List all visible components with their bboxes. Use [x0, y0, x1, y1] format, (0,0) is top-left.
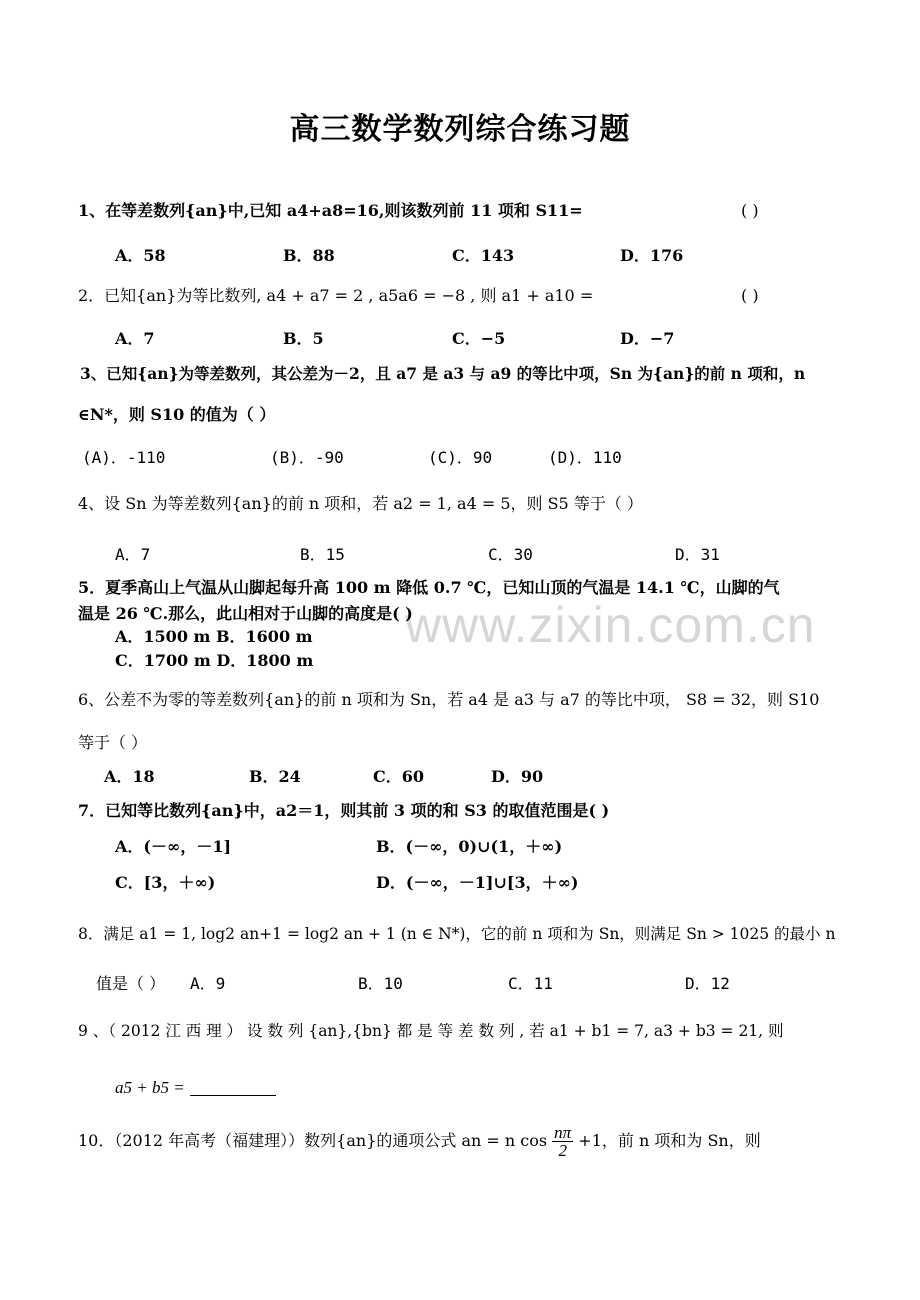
question-6-option-a[interactable]: A．18	[104, 767, 155, 786]
question-1-option-b[interactable]: B．88	[283, 246, 335, 265]
question-4-option-d[interactable]: D．31	[675, 545, 720, 564]
question-3-stem-line-1: 3、已知{an}为等差数列，其公差为－2，且 a7 是 a3 与 a9 的等比中项，Sn 为{an}的前 n 项和，n	[80, 364, 806, 383]
question-4-option-a[interactable]: A．7	[115, 545, 151, 564]
question-8-option-d[interactable]: D．12	[685, 974, 730, 993]
question-8-stem-line-2: 值是（ ）	[96, 974, 166, 993]
question-10-fraction	[552, 1124, 573, 1159]
question-7-option-b[interactable]: B．(－∞，0)∪(1，＋∞)	[376, 837, 563, 856]
question-2-option-c[interactable]: C．−5	[452, 329, 506, 348]
question-8-option-c[interactable]: C．11	[508, 974, 553, 993]
question-7-stem: 7．已知等比数列{an}中，a2＝1，则其前 3 项的和 S3 的取值范围是( )	[78, 801, 610, 820]
question-5-options-row-2[interactable]: C．1700 m D．1800 m	[115, 651, 314, 670]
question-10-stem	[78, 1124, 761, 1159]
question-10-fraction-denominator: 2	[558, 1141, 567, 1160]
question-9-expression: a5 + b5 =	[115, 1078, 185, 1097]
question-6-stem-line-2: 等于（ ）	[78, 733, 148, 752]
page-title: 高三数学数列综合练习题	[289, 112, 631, 147]
question-4-option-b[interactable]: B．15	[300, 545, 345, 564]
question-3-stem-line-2: ∈N*，则 S10 的值为（ ）	[78, 405, 276, 424]
question-8-stem-line-1: 8．满足 a1 = 1, log2 an+1 = log2 an + 1 (n ∈ N*)，它的前 n 项和为 Sn，则满足 Sn > 1025 的最小 n	[78, 925, 836, 943]
question-7-option-a[interactable]: A．(－∞，－1]	[115, 837, 232, 856]
question-2-stem: 2．已知{an}为等比数列, a4 + a7 = 2 , a5a6 = −8 , 则 a1 + a10 =	[78, 286, 594, 305]
question-2-answer-bracket[interactable]: ( )	[741, 286, 759, 305]
question-10-fraction-numerator: nπ	[554, 1123, 572, 1142]
question-2-option-a[interactable]: A．7	[115, 329, 155, 348]
question-8-option-a[interactable]: A．9	[190, 974, 226, 993]
question-6-option-b[interactable]: B．24	[249, 767, 301, 786]
question-1-stem: 1、在等差数列{an}中,已知 a4+a8=16,则该数列前 11 项和 S11=	[78, 201, 583, 220]
watermark: www.zixin.com.cn	[405, 597, 816, 653]
question-2-option-d[interactable]: D．−7	[620, 329, 675, 348]
question-9-answer-blank[interactable]	[190, 1079, 276, 1096]
question-7-option-d[interactable]: D．(－∞，－1]∪[3，＋∞)	[376, 873, 579, 892]
question-1-answer-bracket[interactable]: ( )	[741, 201, 759, 220]
question-3-option-b[interactable]: (B)．-90	[270, 448, 344, 467]
question-1-option-d[interactable]: D．176	[620, 246, 684, 265]
question-4-stem: 4、设 Sn 为等差数列{an}的前 n 项和，若 a2 = 1, a4 = 5，则 S5 等于（ ）	[78, 494, 643, 513]
question-3-option-c[interactable]: (C)．90	[428, 448, 493, 467]
question-1-option-a[interactable]: A．58	[115, 246, 166, 265]
question-10-suffix: +1，前 n 项和为 Sn，则	[578, 1131, 761, 1150]
question-5-options-row-1[interactable]: A．1500 m B．1600 m	[115, 627, 313, 646]
question-9-stem-line-1: 9 、（ 2012 江 西 理 ） 设 数 列 {an},{bn} 都 是 等 差 数 列 , 若 a1 + b1 = 7, a3 + b3 = 21, 则	[78, 1022, 784, 1040]
question-5-stem-line-1: 5．夏季高山上气温从山脚起每升高 100 m 降低 0.7 ℃，已知山顶的气温是 14.1 ℃，山脚的气	[78, 578, 780, 597]
question-10-prefix: 10．（2012 年高考（福建理））数列{an}的通项公式 an = n cos	[78, 1131, 548, 1150]
question-5-stem-line-2: 温是 26 ℃.那么，此山相对于山脚的高度是( )	[78, 604, 413, 623]
question-2-option-b[interactable]: B．5	[283, 329, 324, 348]
question-9-stem-line-2	[115, 1078, 276, 1098]
question-3-option-d[interactable]: (D)．110	[548, 448, 622, 467]
question-4-option-c[interactable]: C．30	[488, 545, 533, 564]
question-6-option-d[interactable]: D．90	[491, 767, 544, 786]
question-3-option-a[interactable]: (A)．-110	[82, 448, 166, 467]
question-8-option-b[interactable]: B．10	[358, 974, 403, 993]
question-1-option-c[interactable]: C．143	[452, 246, 515, 265]
question-7-option-c[interactable]: C．[3，＋∞)	[115, 873, 216, 892]
question-6-stem-line-1: 6、公差不为零的等差数列{an}的前 n 项和为 Sn，若 a4 是 a3 与 a7 的等比中项， S8 = 32，则 S10	[78, 690, 820, 709]
question-6-option-c[interactable]: C．60	[373, 767, 425, 786]
